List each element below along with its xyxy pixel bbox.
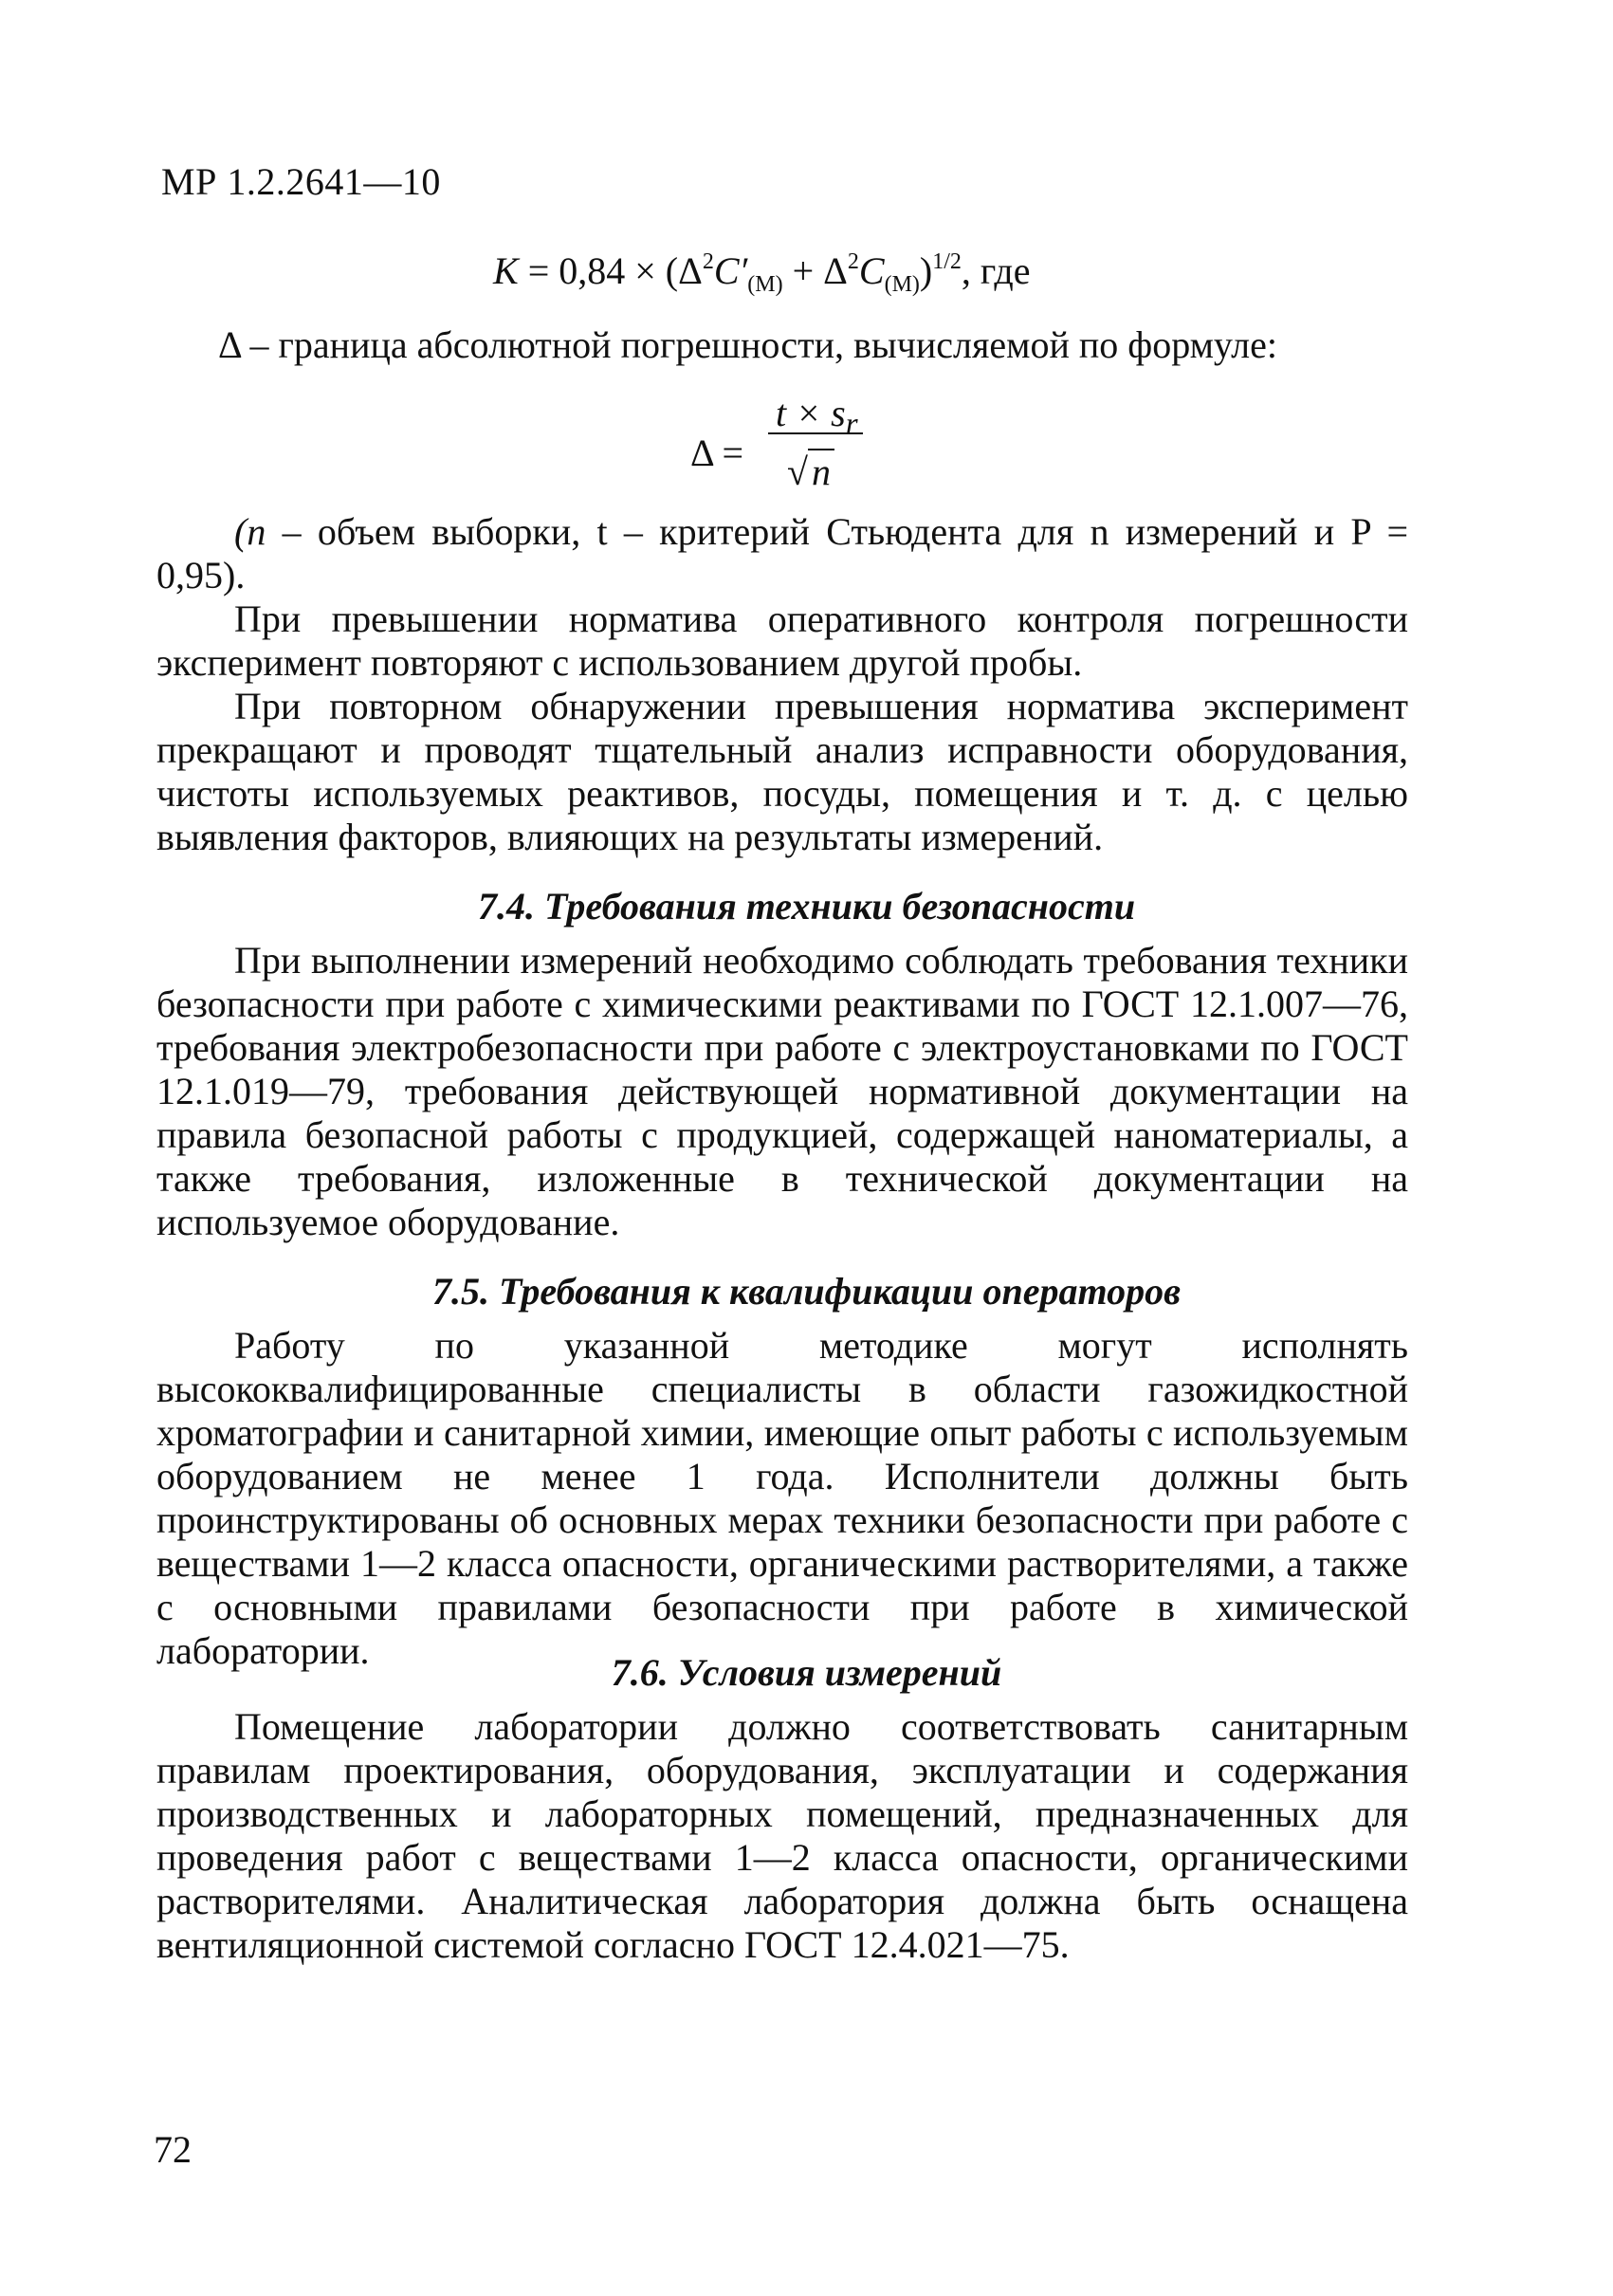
delta-numerator-text: t × s <box>776 392 846 434</box>
formula-k-exp: 1/2 <box>932 249 962 274</box>
formula-k-sq1: 2 <box>702 249 714 274</box>
paragraph-safety-text: При выполнении измерений необходимо соблюдать требования техники безопасности при работе с химическими реактивами по ГОСТ 12.1.007—76, требования электробезопасности при работе с электроустановками по ГОСТ 12.1.019—79, требования действующей нормативной документации на правила безопасной работы с продукцией, содержащей наноматериалы, а также требования, изложенные в технической документации на используемое оборудование. <box>156 939 1408 1243</box>
fraction-bar <box>768 432 863 434</box>
paragraph-safety <box>156 939 1408 1244</box>
formula-k-close: ) <box>919 249 933 292</box>
document-code: МР 1.2.2641—10 <box>161 160 441 203</box>
paragraph-stop-analysis <box>156 685 1408 859</box>
formula-k-eq: = 0,84 × (Δ <box>518 249 703 292</box>
formula-k <box>493 248 1030 298</box>
delta-numerator-sub: r <box>845 407 858 442</box>
paragraph-repeat-experiment-text: При превышении норматива оперативного контроля погрешности эксперимент повторяют с использованием другой пробы. <box>156 597 1408 684</box>
paragraph-sample-note-italic: (n <box>234 510 266 553</box>
delta-radicand: n <box>808 449 834 493</box>
formula-k-c1: C′ <box>713 249 748 292</box>
page-number: 72 <box>154 2128 192 2171</box>
paragraph-conditions <box>156 1705 1408 1967</box>
delta-formula <box>690 391 918 514</box>
absolute-error-definition: Δ – граница абсолютной погрешности, вычисляемой по формуле: <box>218 323 1277 366</box>
heading-7-5: 7.5. Требования к квалификации операторов <box>431 1270 1182 1313</box>
formula-k-sq2: 2 <box>847 249 859 274</box>
delta-formula-lhs: Δ = <box>690 432 744 474</box>
heading-7-4: 7.4. Требования техники безопасности <box>477 885 1136 928</box>
heading-7-6: 7.6. Условия измерений <box>611 1651 1002 1694</box>
formula-k-c2: C <box>858 249 885 292</box>
paragraph-qualification <box>156 1324 1408 1673</box>
paragraph-qualification-text: Работу по указанной методике могут исполнять высококвалифицированные специалисты в области газожидкостной хроматографии и санитарной химии, имеющие опыт работы с используемым оборудованием не менее 1 года. Исполнители должны быть проинструктированы об основных мерах техники безопасности при работе с веществами 1—2 класса опасности, органическими растворителями, а также с основными правилами безопасности при работе в химической лаборатории. <box>156 1324 1408 1672</box>
formula-k-plus: + Δ <box>782 249 848 292</box>
paragraph-stop-analysis-text: При повторном обнаружении превышения норматива эксперимент прекращают и проводят тщательный анализ исправности оборудования, чистоты используемых реактивов, посуды, помещения и т. д. с целью выявления факторов, влияющих на результаты измерений. <box>156 685 1408 858</box>
delta-formula-numerator <box>776 391 858 443</box>
sqrt-icon: √ <box>787 450 808 493</box>
formula-k-sub1: (М) <box>747 272 783 297</box>
formula-k-sub2: (М) <box>884 272 920 297</box>
paragraph-sample-note <box>156 510 1408 597</box>
delta-formula-denominator <box>787 450 834 494</box>
formula-k-tail: , где <box>961 249 1031 292</box>
formula-k-lhs: K <box>493 249 519 292</box>
paragraph-repeat-experiment <box>156 597 1408 685</box>
paragraph-sample-note-text: – объем выборки, t – критерий Стьюдента для n измерений и P = 0,95). <box>156 510 1408 597</box>
paragraph-conditions-text: Помещение лаборатории должно соответствовать санитарным правилам проектирования, оборудования, эксплуатации и содержания производственных и лабораторных помещений, предназначенных для проведения работ с веществами 1—2 класса опасности, органическими растворителями. Аналитическая лаборатория должна быть оснащена вентиляционной системой согласно ГОСТ 12.4.021—75. <box>156 1705 1408 1966</box>
